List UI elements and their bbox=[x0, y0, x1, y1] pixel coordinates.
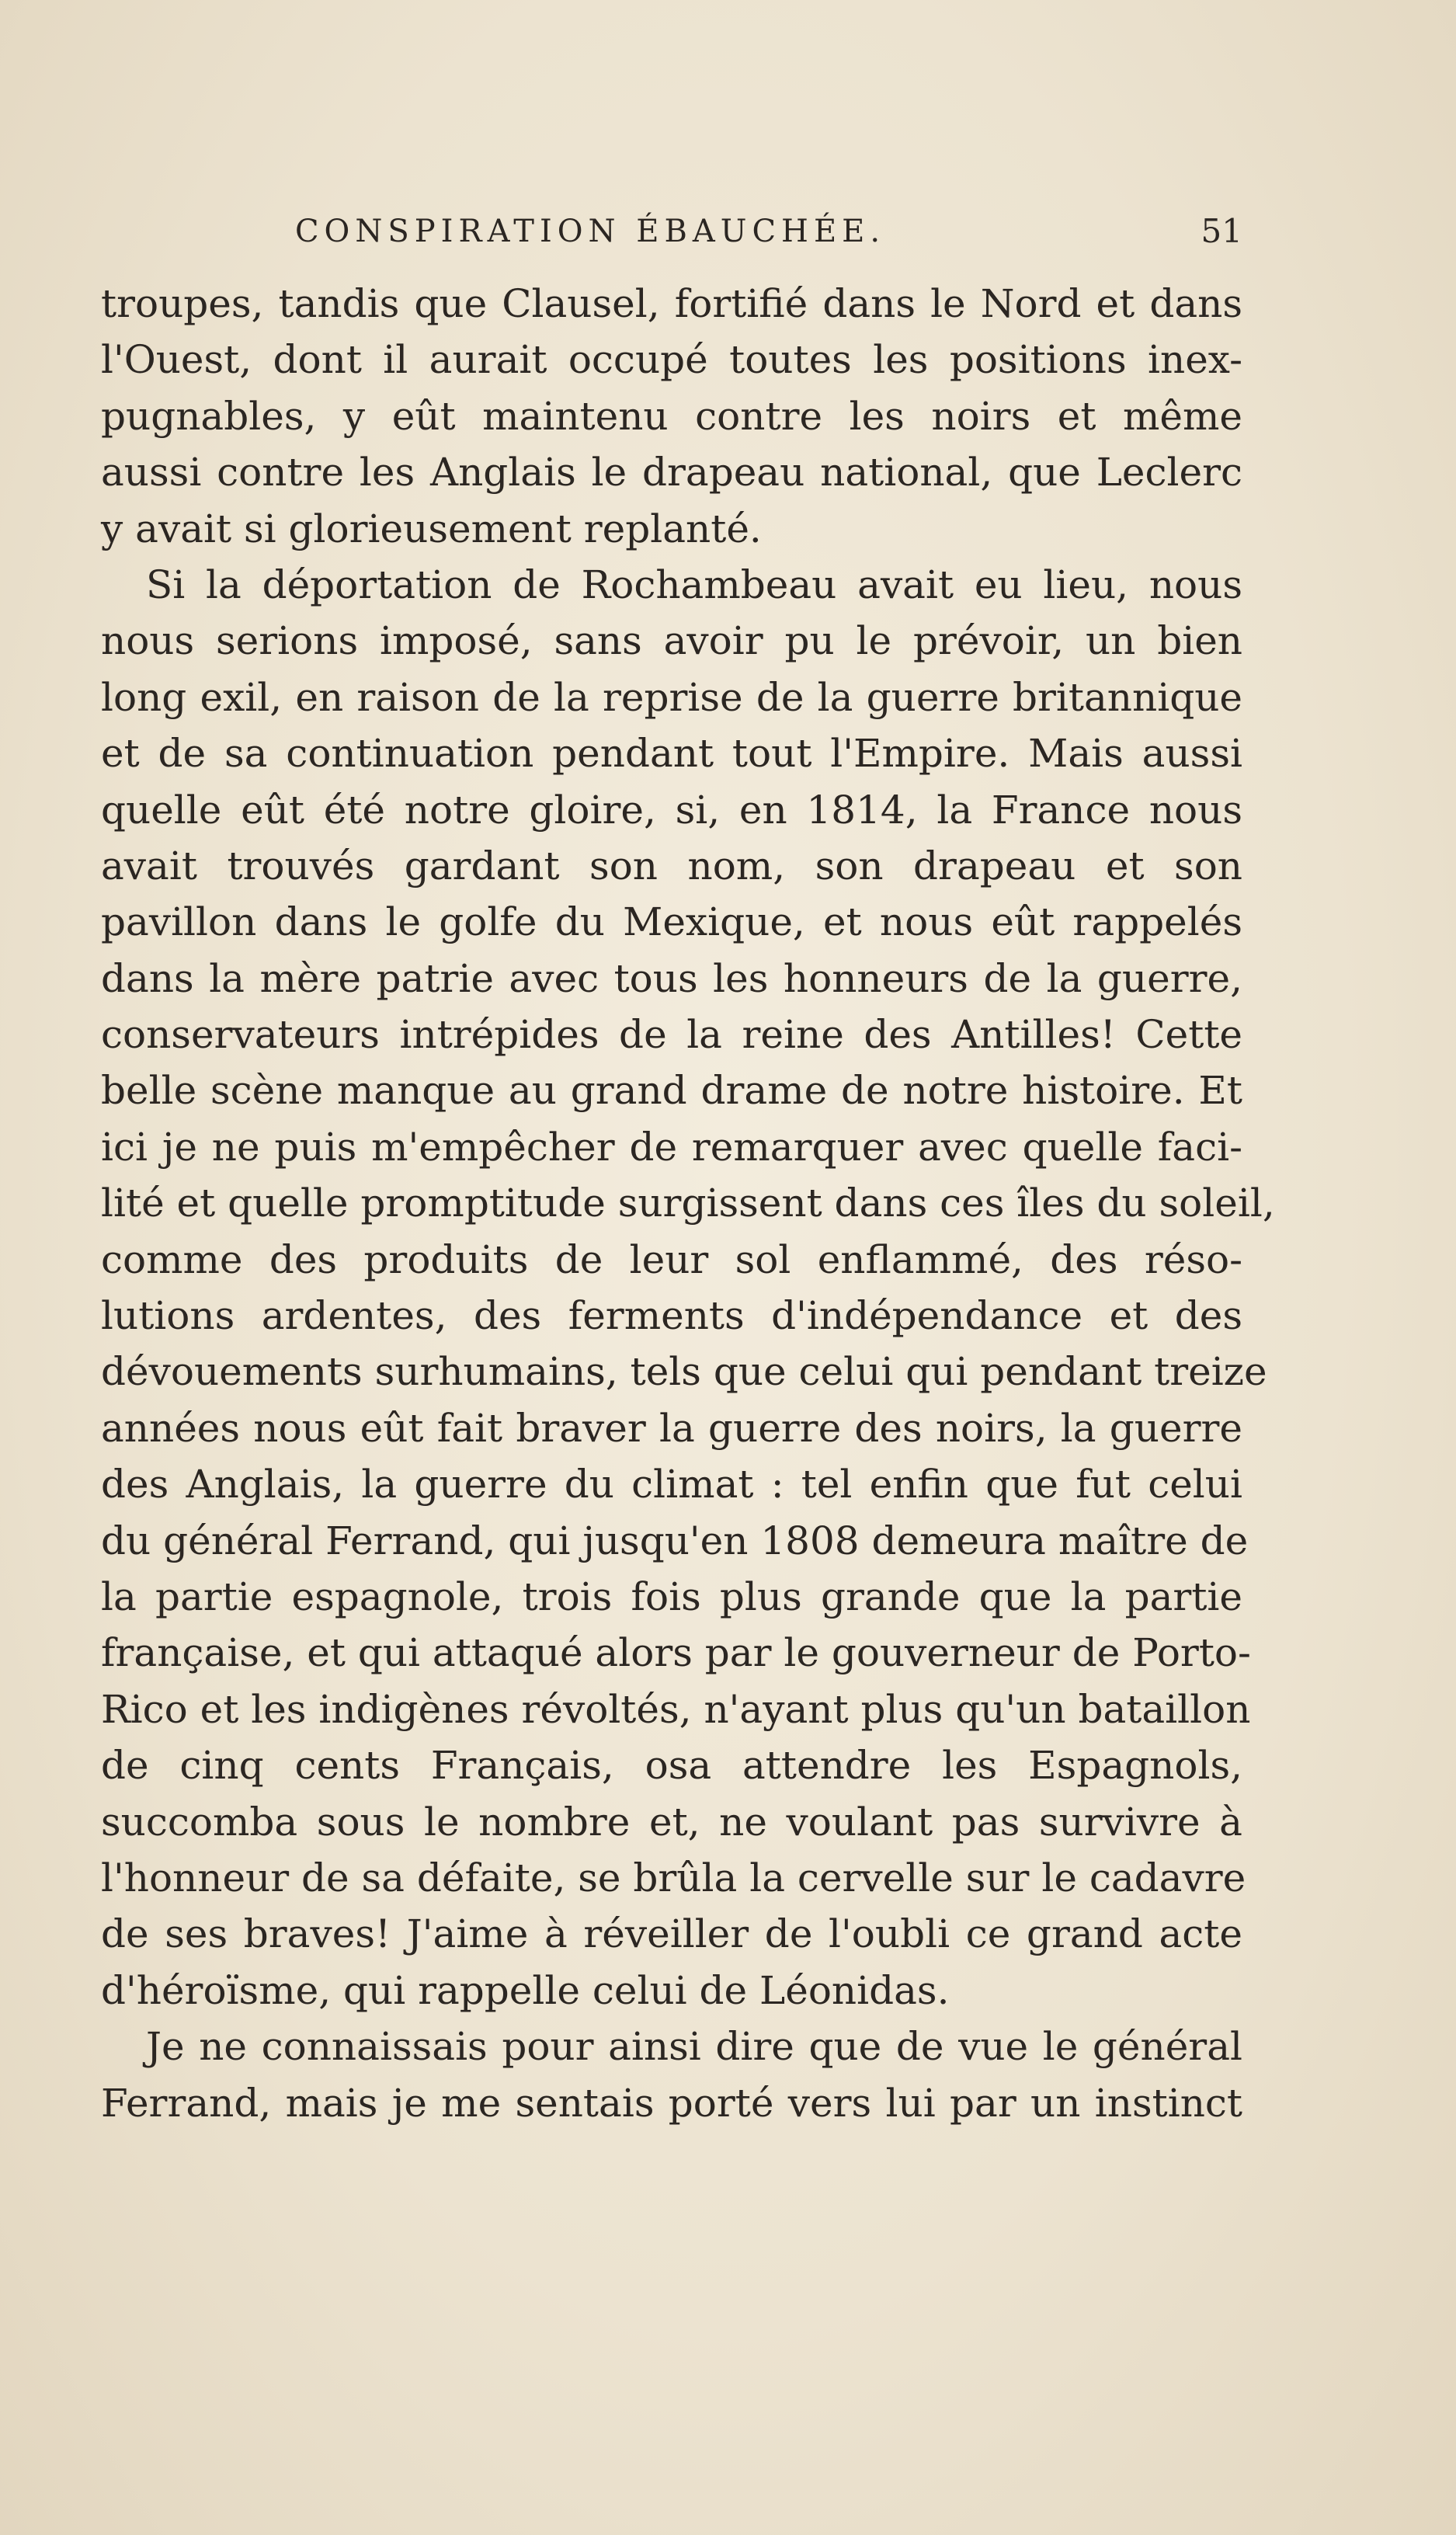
text-line: pavillon dans le golfe du Mexique, et nous eût rappelés bbox=[101, 899, 1242, 945]
text-line: années nous eût fait braver la guerre des noirs, la guerre bbox=[101, 1405, 1242, 1451]
text-line: Ferrand, mais je me sentais porté vers lui par un instinct bbox=[101, 2080, 1242, 2126]
text-line: nous serions imposé, sans avoir pu le prévoir, un bien bbox=[101, 618, 1242, 664]
text-line: pugnables, y eût maintenu contre les noirs et même bbox=[101, 393, 1242, 439]
text-line: succomba sous le nombre et, ne voulant pas survivre à bbox=[101, 1799, 1242, 1845]
page-number: 51 bbox=[1201, 212, 1242, 250]
text-line: la partie espagnole, trois fois plus grande que la partie bbox=[101, 1574, 1242, 1619]
text-line: de ses braves! J'aime à réveiller de l'oubli ce grand acte bbox=[101, 1911, 1242, 1957]
text-line: conservateurs intrépides de la reine des Antilles! Cette bbox=[101, 1012, 1242, 1058]
text-line: Rico et les indigènes révoltés, n'ayant plus qu'un bataillon bbox=[101, 1686, 1251, 1732]
body-text bbox=[101, 276, 1275, 2131]
text-line: lutions ardentes, des ferments d'indépendance et des bbox=[101, 1293, 1242, 1339]
text-line: dans la mère patrie avec tous les honneurs de la guerre, bbox=[101, 955, 1242, 1001]
text-line: lité et quelle promptitude surgissent dans ces îles du soleil, bbox=[101, 1181, 1275, 1226]
text-line: des Anglais, la guerre du climat : tel enfin que fut celui bbox=[101, 1462, 1242, 1507]
text-line: comme des produits de leur sol enflammé, des réso- bbox=[101, 1236, 1242, 1282]
text-line: de cinq cents Français, osa attendre les Espagnols, bbox=[101, 1743, 1242, 1789]
text-line: d'héroïsme, qui rappelle celui de Léonidas. bbox=[101, 1967, 950, 2013]
text-line: y avait si glorieusement replanté. bbox=[101, 506, 762, 551]
text-line: du général Ferrand, qui jusqu'en 1808 demeura maître de bbox=[101, 1518, 1249, 1563]
text-line: l'Ouest, dont il aurait occupé toutes les positions inex- bbox=[101, 337, 1242, 383]
text-line: dévouements surhumains, tels que celui qui pendant treize bbox=[101, 1349, 1267, 1395]
paragraph-start-line: Je ne connaissais pour ainsi dire que de vue le général bbox=[146, 2024, 1242, 2070]
running-head bbox=[101, 208, 1242, 255]
text-line: française, et qui attaqué alors par le gouverneur de Porto- bbox=[101, 1630, 1251, 1676]
text-line: et de sa continuation pendant tout l'Empire. Mais aussi bbox=[101, 731, 1242, 777]
text-line: troupes, tandis que Clausel, fortifié dans le Nord et dans bbox=[101, 281, 1242, 326]
text-line: ici je ne puis m'empêcher de remarquer avec quelle faci- bbox=[101, 1124, 1242, 1170]
chapter-title: CONSPIRATION ÉBAUCHÉE. bbox=[294, 214, 886, 249]
text-line: avait trouvés gardant son nom, son drapeau et son bbox=[101, 843, 1242, 888]
paragraph-start-line: Si la déportation de Rochambeau avait eu lieu, nous bbox=[146, 562, 1242, 607]
text-line: aussi contre les Anglais le drapeau national, que Leclerc bbox=[101, 450, 1242, 496]
text-line: belle scène manque au grand drame de notre histoire. Et bbox=[101, 1068, 1242, 1114]
text-line: l'honneur de sa défaite, se brûla la cervelle sur le cadavre bbox=[101, 1855, 1246, 1900]
text-line: long exil, en raison de la reprise de la guerre britannique bbox=[101, 674, 1242, 720]
text-line: quelle eût été notre gloire, si, en 1814, la France nous bbox=[101, 787, 1242, 833]
